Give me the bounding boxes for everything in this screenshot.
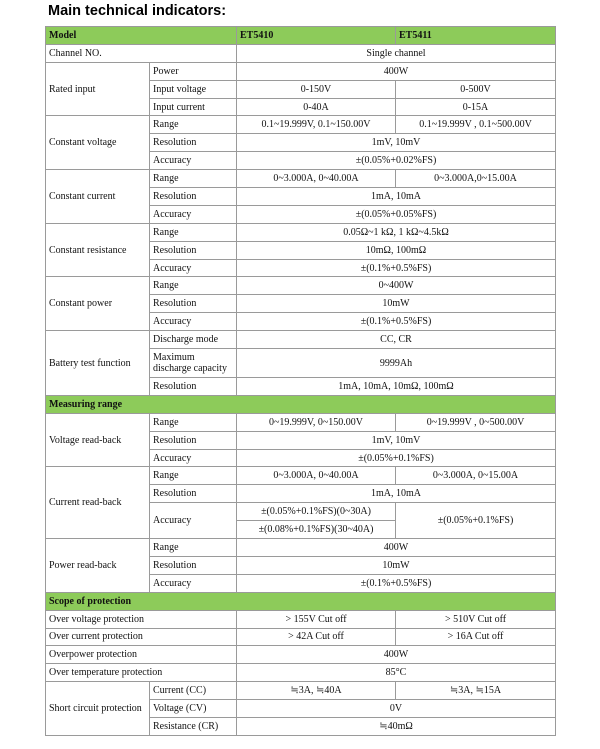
row-label: Resolution bbox=[150, 485, 237, 503]
table-row bbox=[46, 467, 556, 485]
model-et5410-header: ET5410 bbox=[237, 27, 396, 45]
group-label: Power read-back bbox=[46, 539, 150, 593]
cell-value: 400W bbox=[237, 646, 556, 664]
row-label: Resolution bbox=[150, 241, 237, 259]
group-label: Constant current bbox=[46, 170, 150, 224]
row-label: Maximum discharge capacity bbox=[150, 349, 237, 378]
row-label: Accuracy bbox=[150, 205, 237, 223]
row-label: Accuracy bbox=[150, 449, 237, 467]
cell-value: 10mΩ, 100mΩ bbox=[237, 241, 556, 259]
cell-value: 0~3.000A, 0~40.00A bbox=[237, 467, 396, 485]
table-row bbox=[46, 170, 556, 188]
cell-value: ≒3A, ≒15A bbox=[396, 682, 556, 700]
cell-value: ≒3A, ≒40A bbox=[237, 682, 396, 700]
group-label: Current read-back bbox=[46, 467, 150, 539]
cell-value: ±(0.1%+0.5%FS) bbox=[237, 313, 556, 331]
row-label: Accuracy bbox=[150, 313, 237, 331]
cell-value: 9999Ah bbox=[237, 349, 556, 378]
row-label: Resolution bbox=[150, 378, 237, 396]
cell-value: 0-40A bbox=[237, 98, 396, 116]
table-row bbox=[46, 682, 556, 700]
table-row bbox=[46, 116, 556, 134]
row-label: Resolution bbox=[150, 188, 237, 206]
row-label: Overpower protection bbox=[46, 646, 237, 664]
model-et5411-header: ET5411 bbox=[396, 27, 556, 45]
cell-value: 0-15A bbox=[396, 98, 556, 116]
cell-value: 0V bbox=[237, 700, 556, 718]
cell-value: > 42A Cut off bbox=[237, 628, 396, 646]
section-title: Scope of protection bbox=[46, 592, 556, 610]
group-label: Constant voltage bbox=[46, 116, 150, 170]
row-label: Over temperature protection bbox=[46, 664, 237, 682]
cell-value: 0.05Ω~1 kΩ, 1 kΩ~4.5kΩ bbox=[237, 223, 556, 241]
cell-value: ±(0.1%+0.5%FS) bbox=[237, 259, 556, 277]
row-label: Accuracy bbox=[150, 574, 237, 592]
table-row bbox=[46, 331, 556, 349]
cell-value: ±(0.05%+0.05%FS) bbox=[237, 205, 556, 223]
row-label: Channel NO. bbox=[46, 44, 237, 62]
row-label: Resolution bbox=[150, 431, 237, 449]
row-label: Range bbox=[150, 539, 237, 557]
cell-value: 0~3.000A, 0~40.00A bbox=[237, 170, 396, 188]
section-header-row bbox=[46, 395, 556, 413]
cell-value: 0.1~19.999V, 0.1~150.00V bbox=[237, 116, 396, 134]
cell-value: ±(0.05%+0.02%FS) bbox=[237, 152, 556, 170]
row-label: Accuracy bbox=[150, 259, 237, 277]
row-label: Accuracy bbox=[150, 152, 237, 170]
cell-value: ±(0.08%+0.1%FS)(30~40A) bbox=[237, 521, 396, 539]
spec-table bbox=[45, 26, 556, 736]
table-row bbox=[46, 62, 556, 80]
group-label: Short circuit protection bbox=[46, 682, 150, 736]
row-label: Resistance (CR) bbox=[150, 717, 237, 735]
cell-value: 1mA, 10mA bbox=[237, 188, 556, 206]
row-label: Current (CC) bbox=[150, 682, 237, 700]
row-label: Range bbox=[150, 467, 237, 485]
cell-value: Single channel bbox=[237, 44, 556, 62]
model-header: Model bbox=[46, 27, 237, 45]
table-row bbox=[46, 539, 556, 557]
table-header-row bbox=[46, 27, 556, 45]
cell-value: > 155V Cut off bbox=[237, 610, 396, 628]
cell-value: 1mA, 10mA, 10mΩ, 100mΩ bbox=[237, 378, 556, 396]
cell-value: 10mW bbox=[237, 556, 556, 574]
row-label: Resolution bbox=[150, 556, 237, 574]
cell-value: 0~19.999V, 0~150.00V bbox=[237, 413, 396, 431]
row-label: Over voltage protection bbox=[46, 610, 237, 628]
table-row bbox=[46, 223, 556, 241]
cell-value: ±(0.05%+0.1%FS) bbox=[396, 503, 556, 539]
row-label: Range bbox=[150, 413, 237, 431]
cell-value: > 510V Cut off bbox=[396, 610, 556, 628]
cell-value: 1mA, 10mA bbox=[237, 485, 556, 503]
table-row bbox=[46, 646, 556, 664]
row-label: Range bbox=[150, 170, 237, 188]
table-row bbox=[46, 610, 556, 628]
row-label: Power bbox=[150, 62, 237, 80]
cell-value: 1mV, 10mV bbox=[237, 431, 556, 449]
row-label: Over current protection bbox=[46, 628, 237, 646]
group-label: Constant resistance bbox=[46, 223, 150, 277]
cell-value: 0~400W bbox=[237, 277, 556, 295]
table-row bbox=[46, 664, 556, 682]
group-label: Battery test function bbox=[46, 331, 150, 396]
row-label: Range bbox=[150, 277, 237, 295]
page-title: Main technical indicators: bbox=[48, 3, 227, 19]
row-label: Discharge mode bbox=[150, 331, 237, 349]
cell-value: > 16A Cut off bbox=[396, 628, 556, 646]
section-header-row bbox=[46, 592, 556, 610]
group-label: Rated input bbox=[46, 62, 150, 116]
table-row bbox=[46, 628, 556, 646]
cell-value: ±(0.05%+0.1%FS) bbox=[237, 449, 556, 467]
cell-value: 0-500V bbox=[396, 80, 556, 98]
cell-value: CC, CR bbox=[237, 331, 556, 349]
row-label: Range bbox=[150, 223, 237, 241]
section-title: Measuring range bbox=[46, 395, 556, 413]
table-row bbox=[46, 413, 556, 431]
cell-value: 0~19.999V , 0~500.00V bbox=[396, 413, 556, 431]
cell-value: 0~3.000A,0~15.00A bbox=[396, 170, 556, 188]
row-label: Input voltage bbox=[150, 80, 237, 98]
group-label: Constant power bbox=[46, 277, 150, 331]
row-label: Voltage (CV) bbox=[150, 700, 237, 718]
cell-value: ±(0.1%+0.5%FS) bbox=[237, 574, 556, 592]
cell-value: ≒40mΩ bbox=[237, 717, 556, 735]
group-label: Voltage read-back bbox=[46, 413, 150, 467]
row-label: Accuracy bbox=[150, 503, 237, 539]
cell-value: 400W bbox=[237, 62, 556, 80]
row-label: Resolution bbox=[150, 295, 237, 313]
cell-value: 10mW bbox=[237, 295, 556, 313]
cell-value: 85°C bbox=[237, 664, 556, 682]
cell-value: 0~3.000A, 0~15.00A bbox=[396, 467, 556, 485]
table-row bbox=[46, 44, 556, 62]
cell-value: 1mV, 10mV bbox=[237, 134, 556, 152]
row-label: Range bbox=[150, 116, 237, 134]
table-row bbox=[46, 277, 556, 295]
cell-value: ±(0.05%+0.1%FS)(0~30A) bbox=[237, 503, 396, 521]
row-label: Resolution bbox=[150, 134, 237, 152]
row-label: Input current bbox=[150, 98, 237, 116]
cell-value: 400W bbox=[237, 539, 556, 557]
cell-value: 0.1~19.999V , 0.1~500.00V bbox=[396, 116, 556, 134]
cell-value: 0-150V bbox=[237, 80, 396, 98]
